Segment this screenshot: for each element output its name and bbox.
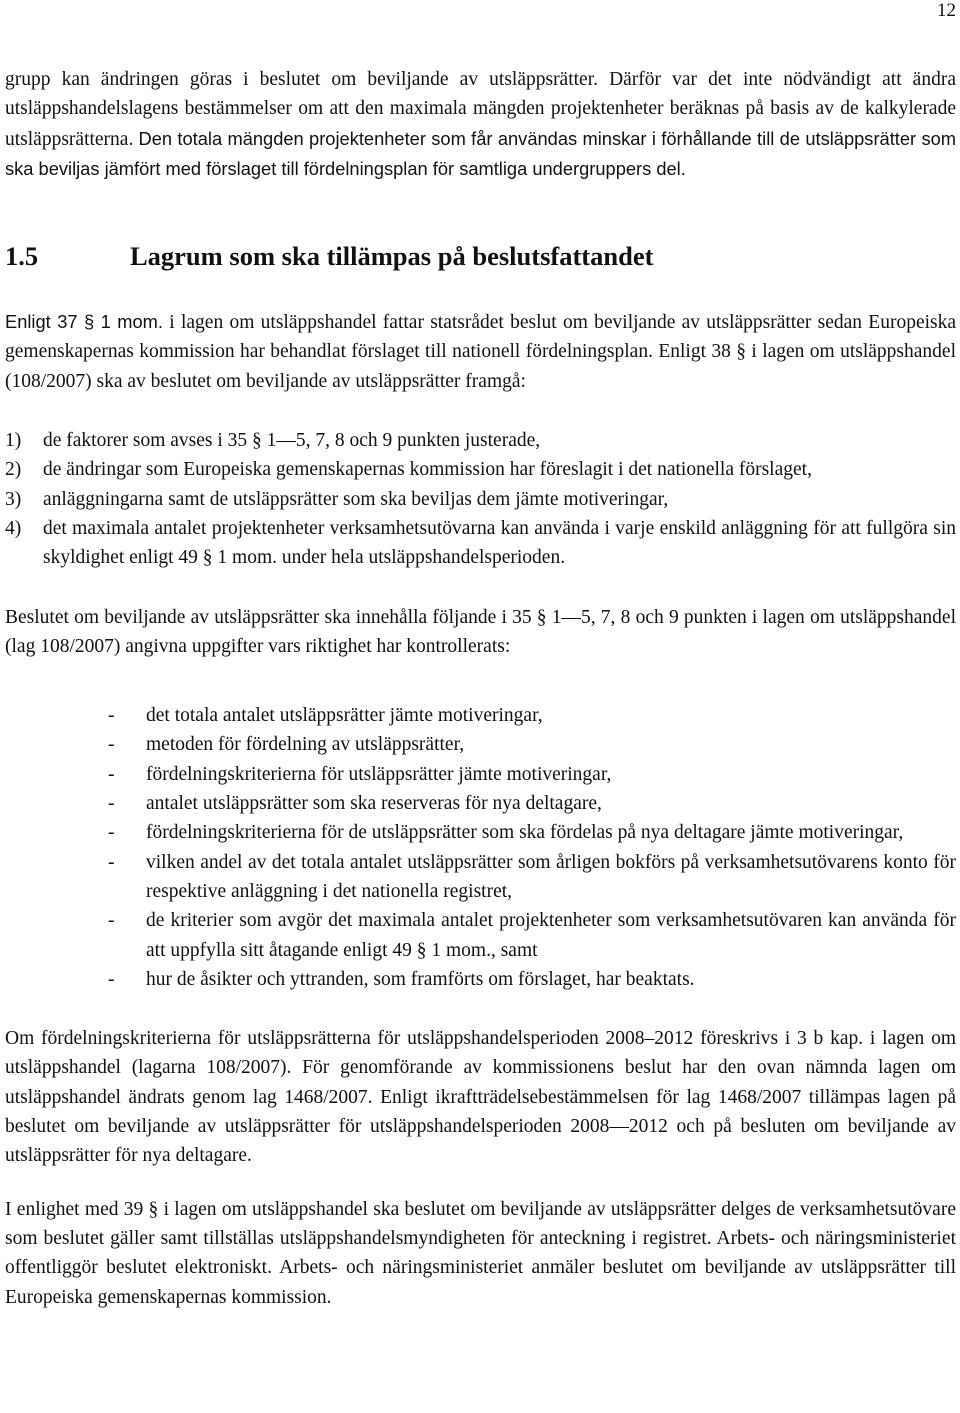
dash-list-item [108,760,956,789]
dash-list-item [108,730,956,759]
dash-label: - [108,822,115,844]
dash-label: - [108,705,115,727]
paragraph-1 [5,65,956,184]
dash-list [108,701,956,994]
list-item-text: det maximala antalet projektenheter verksamhetsutövarna kan använda i varje enskild anläggning för att fullgöra sin skyldighet enligt 49 § 1 mom. under hela utsläppshandelsperioden. [43,517,956,569]
section-title: Lagrum som ska tillämpas på beslutsfattandet [130,241,654,272]
dash-label: - [108,734,115,756]
dash-text: vilken andel av det totala antalet utsläppsrätter som årligen bokförs på verksamhetsutövarens konto för respektive anläggning i det nationella registret, [146,851,956,902]
list-item [5,485,956,514]
list-item-text: de faktorer som avses i 35 § 1—5, 7, 8 och 9 punkten justerade, [43,430,541,452]
dash-text: fördelningskriterierna för utsläppsrätter jämte motiveringar, [146,763,612,785]
dash-text: de kriterier som avgör det maximala antalet projektenheter som verksamhetsutövaren kan använda för att uppfylla sitt åtagande enligt 49 § 1 mom., samt [146,910,956,961]
paragraph-2-tail: i lagen om utsläppshandel fattar statsrådet beslut om beviljande av utsläppsrätter sedan Europeiska gemenskapernas kommission har behandlat förslaget till nationell fördelningsplan. Enligt 38 § i lagen om utsläppshandel (108/2007) ska av beslutet om beviljande av utsläppsrätter framgå: [5,312,957,392]
dash-label: - [108,910,115,932]
list-item-text: anläggningarna samt de utsläppsrätter som ska beviljas dem jämte motiveringar, [43,488,669,510]
document-body [5,65,956,1312]
list-item [5,514,956,573]
section-heading [5,239,956,273]
dash-text: det totala antalet utsläppsrätter jämte motiveringar, [146,705,543,727]
dash-list-item [108,701,956,730]
dash-label: - [108,793,115,815]
paragraph-1-tail: Den totala mängden projektenheter som får användas minskar i förhållande till de utsläppsrätter som ska beviljas jämfört med förslaget till fördelningsplan för samtliga undergruppers del. [5,127,957,179]
dash-list-item [108,906,956,965]
numbered-list [5,426,956,572]
dash-text: antalet utsläppsrätter som ska reserveras för nya deltagare, [146,793,602,815]
dash-list-item [108,818,956,847]
list-item-label: 3) [5,488,22,510]
paragraph-5: I enlighet med 39 § i lagen om utsläppshandel ska beslutet om beviljande av utsläppsrätter delges de verksamhetsutövare som beslutet gäller samt tillställas utsläppshandelsmyndigheten för anteckning i registret. Arbets- och näringsministeriet offentliggör beslutet elektroniskt. Arbets- och näringsministeriet anmäler beslutet om beviljande av utsläppsrätter till Europeiska gemenskapernas kommission. [5,1198,956,1308]
list-item-label: 2) [5,459,22,481]
page-number: 12 [937,0,956,21]
list-item [5,455,956,484]
paragraph-2-lead: Enligt 37 § 1 mom. [5,311,163,333]
list-item-label: 1) [5,430,22,452]
paragraph-1-lead: grupp kan ändringen göras i beslutet om beviljande av utsläppsrätter. Därför var det inte nödvändigt att ändra utsläppshandelslagens bestämmelser om att den maximala mängden projektenheter beräknas på basis av de kalkylerade utsläppsrätterna. [5,69,956,150]
dash-text: fördelningskriterierna för de utsläppsrätter som ska fördelas på nya deltagare jämte motiveringar, [146,822,904,844]
list-item-text: de ändringar som Europeiska gemenskapernas kommission har föreslagit i det nationella förslaget, [43,459,812,481]
dash-label: - [108,968,115,990]
paragraph-2 [5,307,956,396]
dash-list-item [108,848,956,907]
paragraph-3: Beslutet om beviljande av utsläppsrätter ska innehålla följande i 35 § 1—5, 7, 8 och 9 punkten i lagen om utsläppshandel (lag 108/2007) angivna uppgifter vars riktighet har kontrollerats: [5,606,956,657]
dash-label: - [108,851,115,873]
dash-text: metoden för fördelning av utsläppsrätter, [146,734,465,756]
dash-list-item [108,965,956,994]
list-item-label: 4) [5,517,22,539]
list-item [5,426,956,455]
section-number: 1.5 [5,241,39,272]
paragraph-4: Om fördelningskriterierna för utsläppsrätterna för utsläppshandelsperioden 2008–2012 föreskrivs i 3 b kap. i lagen om utsläppshandel (lagarna 108/2007). För genomförande av kommissionens beslut har den ovan nämnda lagen om utsläppshandel ändrats genom lag 1468/2007. Enligt ikraftträdelsebestämmelsen för lag 1468/2007 tillämpas lagen på beslutet om beviljande av utsläppsrätter för utsläppshandelsperioden 2008—2012 och på besluten om beviljande av utsläppsrätter för nya deltagare. [5,1028,956,1167]
dash-text: hur de åsikter och yttranden, som framförts om förslaget, har beaktats. [146,968,695,990]
dash-label: - [108,763,115,785]
dash-list-item [108,789,956,818]
